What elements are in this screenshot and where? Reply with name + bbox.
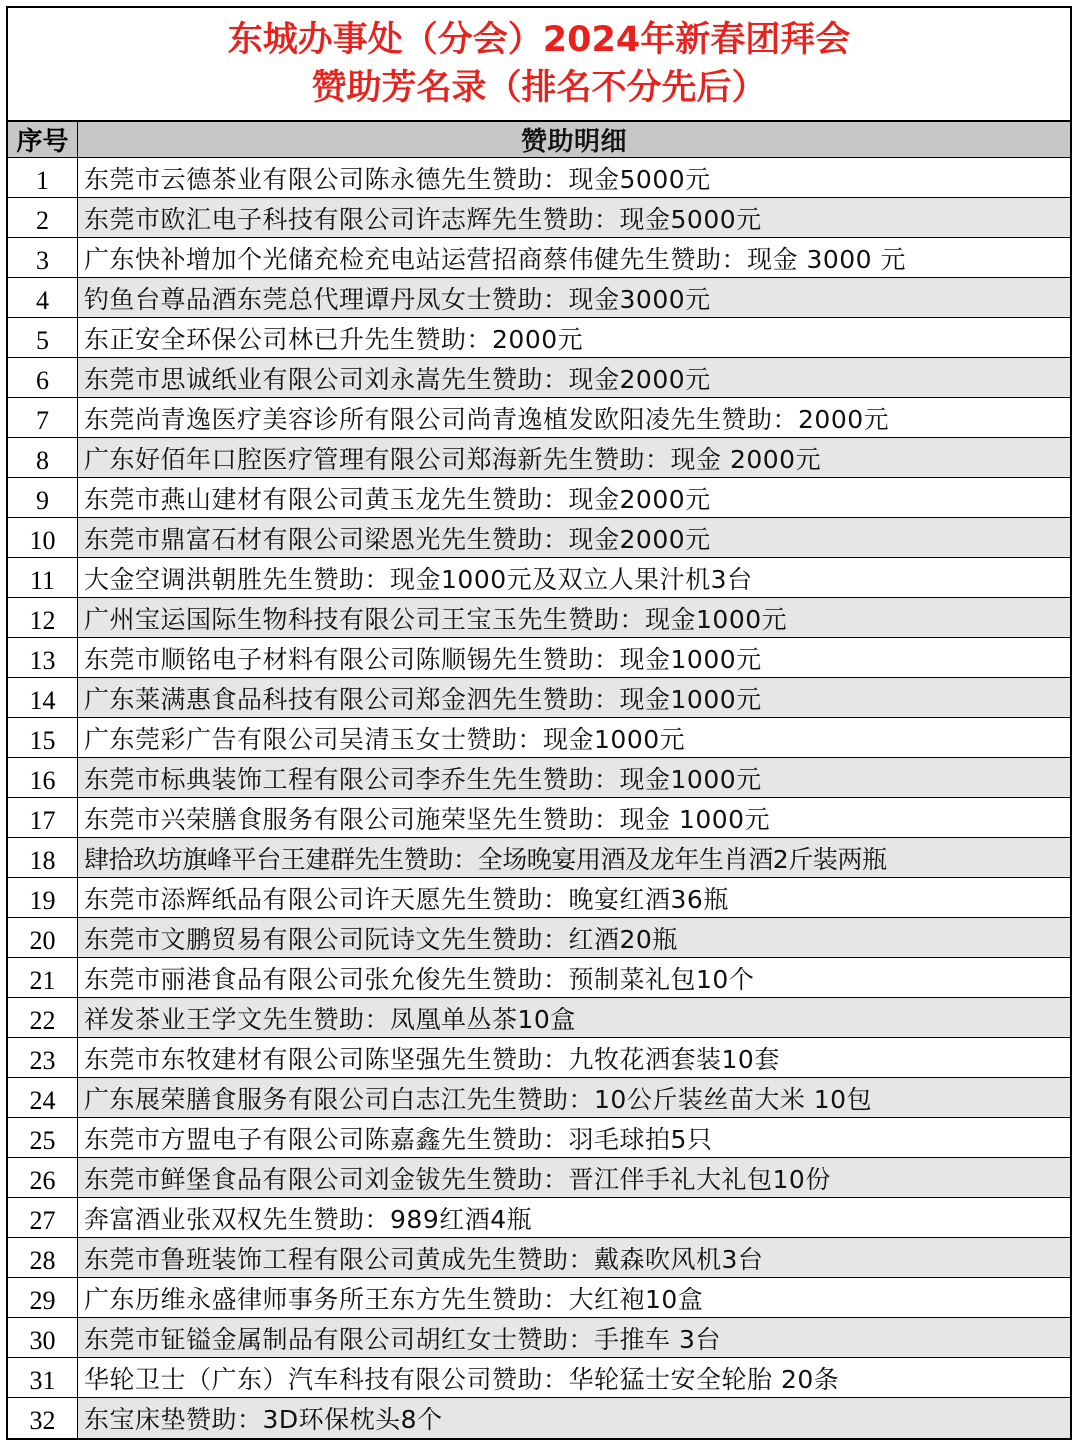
row-detail: 东莞市方盟电子有限公司陈嘉鑫先生赞助：羽毛球拍5只: [84, 1124, 713, 1154]
row-index: 12: [8, 598, 78, 637]
row-index: 24: [8, 1078, 78, 1117]
row-detail: 广东历维永盛律师事务所王东方先生赞助：大红袍10盒: [84, 1284, 704, 1314]
row-detail: 肆拾玖坊旗峰平台王建群先生赞助：全场晚宴用酒及龙年生肖酒2斤装两瓶: [84, 844, 887, 874]
row-detail: 东宝床垫赞助：3D环保枕头8个: [84, 1405, 443, 1434]
table-row: [8, 798, 1070, 838]
row-index: 8: [8, 438, 78, 477]
row-index: 7: [8, 398, 78, 437]
table-row: [8, 1198, 1070, 1238]
row-detail: 东莞市标典装饰工程有限公司李乔生先生赞助：现金1000元: [84, 764, 762, 794]
row-index: 21: [8, 958, 78, 997]
table-row: [8, 1118, 1070, 1158]
row-index: 4: [8, 278, 78, 317]
table-row: [8, 1278, 1070, 1318]
row-detail: 大金空调洪朝胜先生赞助：现金1000元及双立人果汁机3台: [84, 564, 753, 594]
row-detail: 东莞市燕山建材有限公司黄玉龙先生赞助：现金2000元: [84, 484, 711, 514]
row-index: 25: [8, 1118, 78, 1157]
row-detail: 广州宝运国际生物科技有限公司王宝玉先生赞助：现金1000元: [84, 604, 788, 634]
table-row: [8, 1038, 1070, 1078]
title-line-1: 东城办事处（分会）2024年新春团拜会: [227, 20, 851, 60]
row-index: 16: [8, 758, 78, 797]
table-row: [8, 478, 1070, 518]
row-detail: 祥发茶业王学文先生赞助：凤凰单丛茶10盒: [84, 1004, 576, 1034]
row-index: 14: [8, 678, 78, 717]
row-index: 19: [8, 878, 78, 917]
table-row: [8, 318, 1070, 358]
row-index: 32: [8, 1398, 78, 1438]
table-row: [8, 918, 1070, 958]
table-row: [8, 158, 1070, 198]
table-row: [8, 678, 1070, 718]
row-detail: 东莞市欧汇电子科技有限公司许志辉先生赞助：现金5000元: [84, 204, 762, 234]
header-index: 序号: [8, 122, 78, 157]
row-detail: 广东莞彩广告有限公司吴清玉女士赞助：现金1000元: [84, 724, 686, 754]
table-row: [8, 238, 1070, 278]
row-detail: 东莞市顺铭电子材料有限公司陈顺锡先生赞助：现金1000元: [84, 644, 762, 674]
row-detail: 广东好佰年口腔医疗管理有限公司郑海新先生赞助：现金 2000元: [84, 444, 822, 474]
table-row: [8, 1158, 1070, 1198]
row-index: 28: [8, 1238, 78, 1277]
table-row: [8, 838, 1070, 878]
table-title: [8, 8, 1070, 122]
table-row: [8, 718, 1070, 758]
table-row: [8, 278, 1070, 318]
header-row: [8, 122, 1070, 158]
table-row: [8, 1358, 1070, 1398]
table-row: [8, 398, 1070, 438]
row-index: 31: [8, 1358, 78, 1397]
table-body: [8, 158, 1070, 1438]
row-index: 17: [8, 798, 78, 837]
table-row: [8, 638, 1070, 678]
row-index: 11: [8, 558, 78, 597]
row-detail: 东莞市云德茶业有限公司陈永德先生赞助：现金5000元: [84, 164, 711, 194]
row-index: 22: [8, 998, 78, 1037]
row-index: 29: [8, 1278, 78, 1317]
table-row: [8, 958, 1070, 998]
row-detail: 奔富酒业张双权先生赞助：989红酒4瓶: [84, 1204, 533, 1234]
row-detail: 华轮卫士（广东）汽车科技有限公司赞助：华轮猛士安全轮胎 20条: [84, 1364, 840, 1394]
row-detail: 东莞市添辉纸品有限公司许天愿先生赞助：晚宴红酒36瓶: [84, 884, 729, 914]
row-index: 3: [8, 238, 78, 277]
header-detail: 赞助明细: [520, 127, 627, 157]
row-index: 9: [8, 478, 78, 517]
row-detail: 东莞尚青逸医疗美容诊所有限公司尚青逸植发欧阳凌先生赞助：2000元: [84, 404, 890, 434]
row-index: 20: [8, 918, 78, 957]
row-index: 27: [8, 1198, 78, 1237]
sponsor-table: [6, 6, 1072, 1440]
table-row: [8, 558, 1070, 598]
table-row: [8, 438, 1070, 478]
table-row: [8, 758, 1070, 798]
row-detail: 广东展荣膳食服务有限公司白志江先生赞助：10公斤装丝苗大米 10包: [84, 1084, 873, 1114]
row-detail: 广东快补增加个光储充检充电站运营招商蔡伟健先生赞助：现金 3000 元: [84, 244, 907, 274]
row-detail: 东莞市丽港食品有限公司张允俊先生赞助：预制菜礼包10个: [84, 964, 755, 994]
title-line-2: 赞助芳名录（排名不分先后）: [311, 68, 767, 108]
row-index: 2: [8, 198, 78, 237]
row-detail: 广东莱满惠食品科技有限公司郑金泗先生赞助：现金1000元: [84, 684, 762, 714]
row-detail: 东莞市东牧建材有限公司陈坚强先生赞助：九牧花洒套装10套: [84, 1044, 780, 1074]
row-index: 26: [8, 1158, 78, 1197]
table-row: [8, 1318, 1070, 1358]
row-index: 18: [8, 838, 78, 877]
row-index: 15: [8, 718, 78, 757]
row-index: 6: [8, 358, 78, 397]
row-index: 13: [8, 638, 78, 677]
row-detail: 东莞市兴荣膳食服务有限公司施荣坚先生赞助：现金 1000元: [84, 804, 771, 834]
table-row: [8, 878, 1070, 918]
row-detail: 东莞市鲜堡食品有限公司刘金钹先生赞助：晋江伴手礼大礼包10份: [84, 1164, 831, 1194]
row-detail: 东正安全环保公司林已升先生赞助：2000元: [84, 324, 584, 354]
row-index: 1: [8, 158, 78, 197]
row-detail: 东莞市思诚纸业有限公司刘永嵩先生赞助：现金2000元: [84, 364, 711, 394]
row-index: 23: [8, 1038, 78, 1077]
row-detail: 东莞市钲镒金属制品有限公司胡红女士赞助：手推车 3台: [84, 1324, 721, 1354]
table-row: [8, 998, 1070, 1038]
table-row: [8, 1398, 1070, 1438]
table-row: [8, 358, 1070, 398]
row-detail: 东莞市鼎富石材有限公司梁恩光先生赞助：现金2000元: [84, 524, 711, 554]
table-row: [8, 198, 1070, 238]
row-index: 5: [8, 318, 78, 357]
row-index: 10: [8, 518, 78, 557]
row-detail: 东莞市鲁班装饰工程有限公司黄成先生赞助：戴森吹风机3台: [84, 1244, 764, 1274]
table-row: [8, 1078, 1070, 1118]
row-index: 30: [8, 1318, 78, 1357]
table-row: [8, 598, 1070, 638]
table-row: [8, 1238, 1070, 1278]
row-detail: 东莞市文鹏贸易有限公司阮诗文先生赞助：红酒20瓶: [84, 924, 678, 954]
table-row: [8, 518, 1070, 558]
row-detail: 钓鱼台尊品酒东莞总代理谭丹凤女士赞助：现金3000元: [84, 284, 711, 314]
